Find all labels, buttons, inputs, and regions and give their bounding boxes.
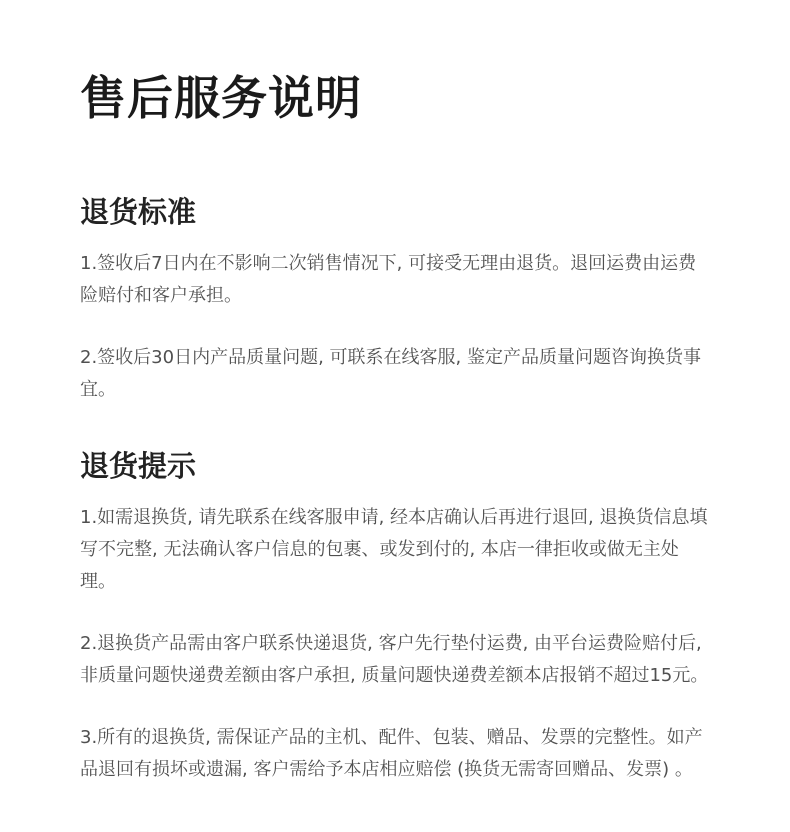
return-notes-item-1: 1.如需退换货, 请先联系在线客服申请, 经本店确认后再进行退回, 退换货信息填写不完整, 无法确认客户信息的包裹、或发到付的, 本店一律拒收或做无主处理。 xyxy=(80,507,708,592)
return-notes-item-2: 2.退换货产品需由客户联系快递退货, 客户先行垫付运费, 由平台运费险赔付后, 非质量问题快递费差额由客户承担, 质量问题快递费差额本店报销不超过15元。 xyxy=(80,633,709,686)
section-heading-return-notes: 退货提示 xyxy=(80,449,197,483)
return-standard-item-2: 2.签收后30日内产品质量问题, 可联系在线客服, 鉴定产品质量问题咨询换货事宜。 xyxy=(80,347,701,400)
return-notes-item-3: 3.所有的退换货, 需保证产品的主机、配件、包装、赠品、发票的完整性。如产品退回有损坏或遗漏, 客户需给予本店相应赔偿 (换货无需寄回赠品、发票) 。 xyxy=(80,727,703,780)
return-standard-item-1: 1.签收后7日内在不影响二次销售情况下, 可接受无理由退货。退回运费由运费险赔付和客户承担。 xyxy=(80,253,697,306)
section-heading-return-standard: 退货标准 xyxy=(80,195,197,229)
page-title: 售后服务说明 xyxy=(80,71,362,125)
